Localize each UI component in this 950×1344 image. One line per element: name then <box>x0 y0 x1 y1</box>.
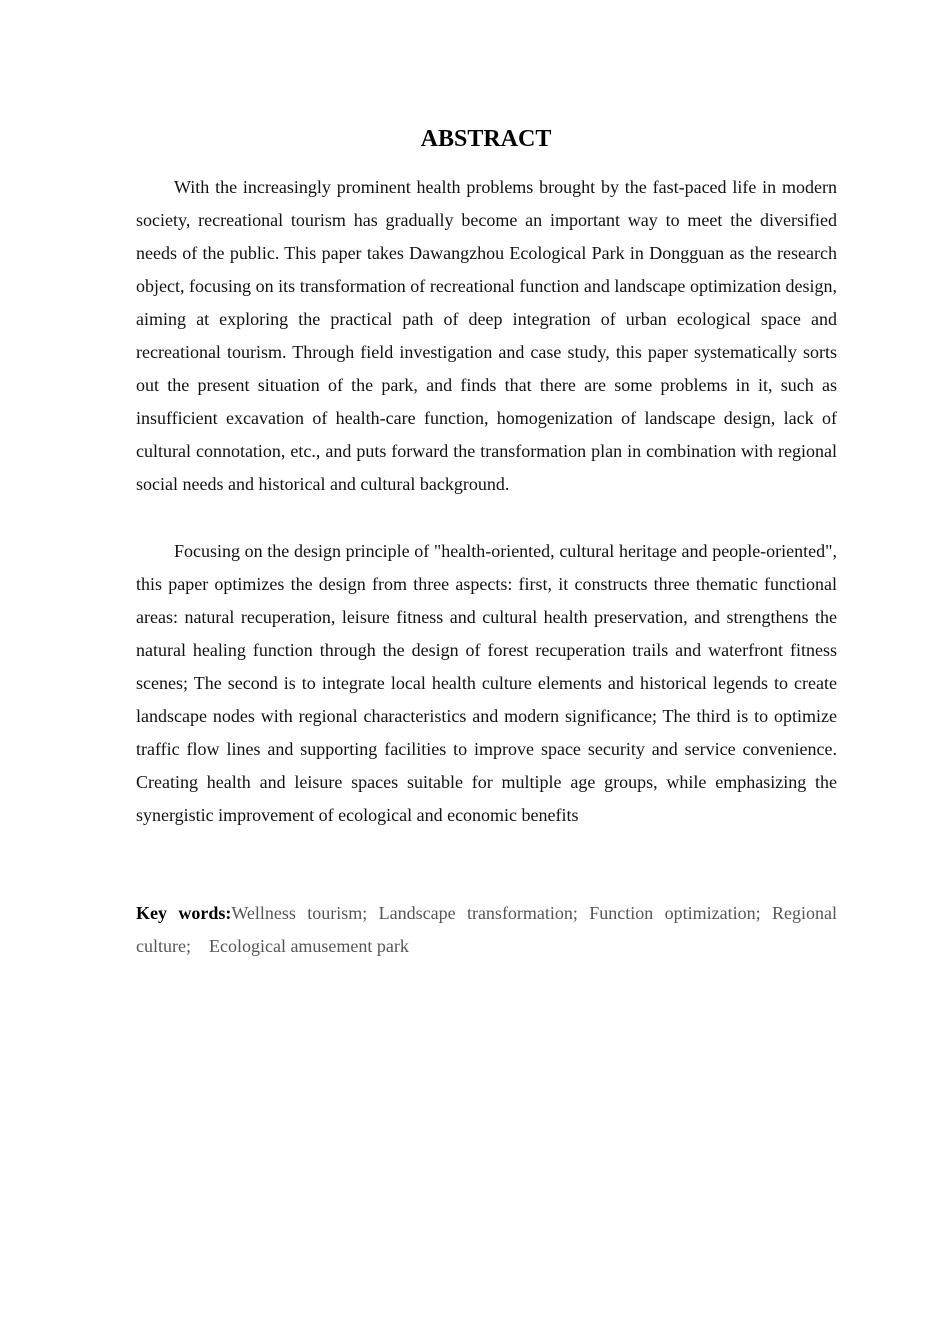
abstract-paragraph-1 <box>136 171 837 501</box>
keywords-label: Key words: <box>136 903 232 923</box>
paragraph-text: With the increasingly prominent health problems brought by the fast-paced life in modern society, recreational tourism has gradually become an important way to meet the diversified needs of the public. This paper takes Dawangzhou Ecological Park in Dongguan as the research object, focusing on its transformation of recreational function and landscape optimization design, aiming at exploring the practical path of deep integration of urban ecological space and recreational tourism. Through field investigation and case study, this paper systematically sorts out the present situation of the park, and finds that there are some problems in it, such as insufficient excavation of health-care function, homogenization of landscape design, lack of cultural connotation, etc., and puts forward the transformation plan in combination with regional social needs and historical and cultural background. <box>136 177 837 494</box>
keywords-values: Wellness tourism; Landscape transformation; Function optimization; Regional culture; Ecological amusement park <box>136 903 837 956</box>
abstract-title: ABSTRACT <box>420 126 552 152</box>
paragraph-text: Focusing on the design principle of "health-oriented, cultural heritage and people-oriented", this paper optimizes the design from three aspects: first, it constructs three thematic functional areas: natural recuperation, leisure fitness and cultural health preservation, and strengthens the natural healing function through the design of forest recuperation trails and waterfront fitness scenes; The second is to integrate local health culture elements and historical legends to create landscape nodes with regional characteristics and modern significance; The third is to optimize traffic flow lines and supporting facilities to improve space security and service convenience. Creating health and leisure spaces suitable for multiple age groups, while emphasizing the synergistic improvement of ecological and economic benefits <box>136 541 837 825</box>
abstract-paragraph-2 <box>136 535 837 832</box>
keywords-line <box>136 897 837 963</box>
